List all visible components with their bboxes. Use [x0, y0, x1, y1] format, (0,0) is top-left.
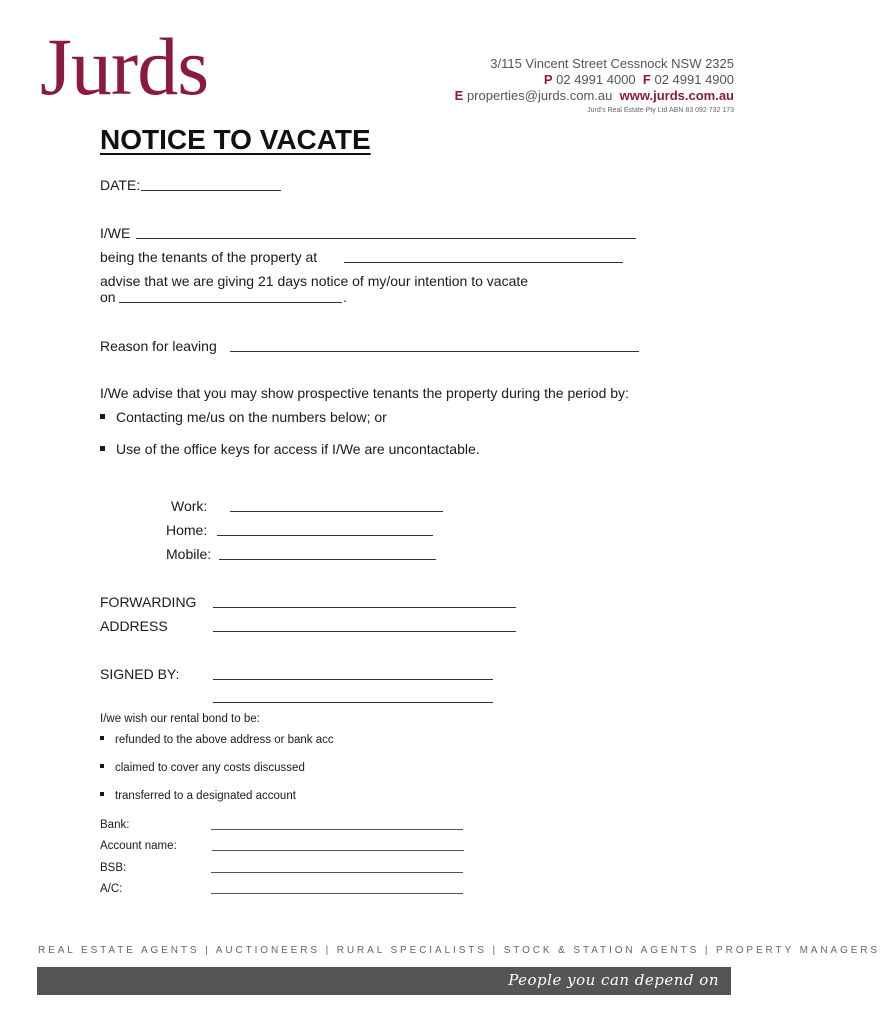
email-label: E [454, 88, 464, 103]
account-name-field[interactable] [212, 850, 464, 851]
bsb-label: BSB: [100, 862, 127, 874]
show-property-text: I/We advise that you may show prospective tenants the property during the period by: [100, 385, 629, 401]
slogan: People you can depend on [508, 971, 719, 989]
bullet-icon [100, 792, 104, 796]
iwe-label: I/WE [100, 225, 131, 241]
bullet-text: Use of the office keys for access if I/We are uncontactable. [116, 441, 480, 457]
bond-option [100, 733, 334, 748]
tenants-text: being the tenants of the property at [100, 249, 318, 265]
signed-by-label: SIGNED BY: [100, 666, 180, 682]
contact-block [455, 56, 734, 118]
bank-label: Bank: [100, 819, 130, 831]
bullet-item [100, 440, 480, 458]
bullet-icon [100, 446, 105, 451]
jurds-logo: Jurds [40, 21, 209, 112]
forwarding-address-line-1[interactable] [213, 607, 516, 608]
bond-option-text: claimed to cover any costs discussed [115, 762, 305, 774]
on-label: on [100, 289, 116, 305]
form-title: NOTICE TO VACATE [100, 124, 371, 155]
tenant-names-field[interactable] [136, 238, 636, 239]
bond-text: I/we wish our rental bond to be: [100, 713, 260, 725]
vacate-date-field[interactable] [119, 302, 342, 303]
email-web-line [455, 88, 734, 104]
signature-line-1[interactable] [213, 679, 493, 680]
bullet-icon [100, 736, 104, 740]
bank-field[interactable] [211, 829, 463, 830]
bond-option-text: transferred to a designated account [115, 790, 296, 802]
home-phone-field[interactable] [217, 535, 433, 536]
phone-fax-line [455, 72, 734, 88]
services-tagline: REAL ESTATE AGENTS | AUCTIONEERS | RURAL SPECIALISTS | STOCK & STATION AGENTS | PROPERTY MANAGERS [38, 945, 880, 956]
bond-option [100, 789, 296, 804]
work-phone-field[interactable] [230, 511, 443, 512]
signature-line-2[interactable] [213, 702, 493, 703]
email-address: properties@jurds.com.au [466, 88, 613, 103]
reason-label: Reason for leaving [100, 338, 217, 354]
forwarding-address-line-2[interactable] [213, 631, 516, 632]
bsb-field[interactable] [211, 872, 463, 873]
bullet-icon [100, 414, 105, 419]
on-period: . [343, 289, 347, 305]
home-label: Home: [166, 522, 208, 538]
date-field[interactable] [141, 190, 281, 191]
bond-option-text: refunded to the above address or bank acc [115, 734, 334, 746]
mobile-label: Mobile: [166, 546, 212, 562]
forwarding-label: FORWARDING [100, 594, 197, 610]
bullet-text: Contacting me/us on the numbers below; or [116, 409, 387, 425]
reason-field[interactable] [230, 351, 639, 352]
phone-label: P [543, 72, 553, 87]
date-label: DATE: [100, 177, 141, 193]
fax-number: 02 4991 4900 [654, 72, 734, 87]
abn-text: Jurd's Real Estate Pty Ltd ABN 83 092 732 173 [587, 107, 734, 114]
bullet-icon [100, 764, 104, 768]
property-address-field[interactable] [344, 262, 623, 263]
account-name-label: Account name: [100, 840, 177, 852]
phone-number: 02 4991 4000 [556, 72, 636, 87]
address-label: ADDRESS [100, 618, 168, 634]
ac-label: A/C: [100, 883, 123, 895]
bond-option [100, 761, 305, 776]
work-label: Work: [171, 498, 208, 514]
bullet-item [100, 408, 387, 426]
fax-label: F [642, 72, 651, 87]
office-address: 3/115 Vincent Street Cessnock NSW 2325 [490, 56, 734, 71]
website-link: www.jurds.com.au [619, 88, 734, 103]
ac-field[interactable] [211, 893, 463, 894]
mobile-phone-field[interactable] [219, 559, 436, 560]
footer-bar [37, 967, 731, 995]
advise-text: advise that we are giving 21 days notice of my/our intention to vacate [100, 273, 529, 289]
